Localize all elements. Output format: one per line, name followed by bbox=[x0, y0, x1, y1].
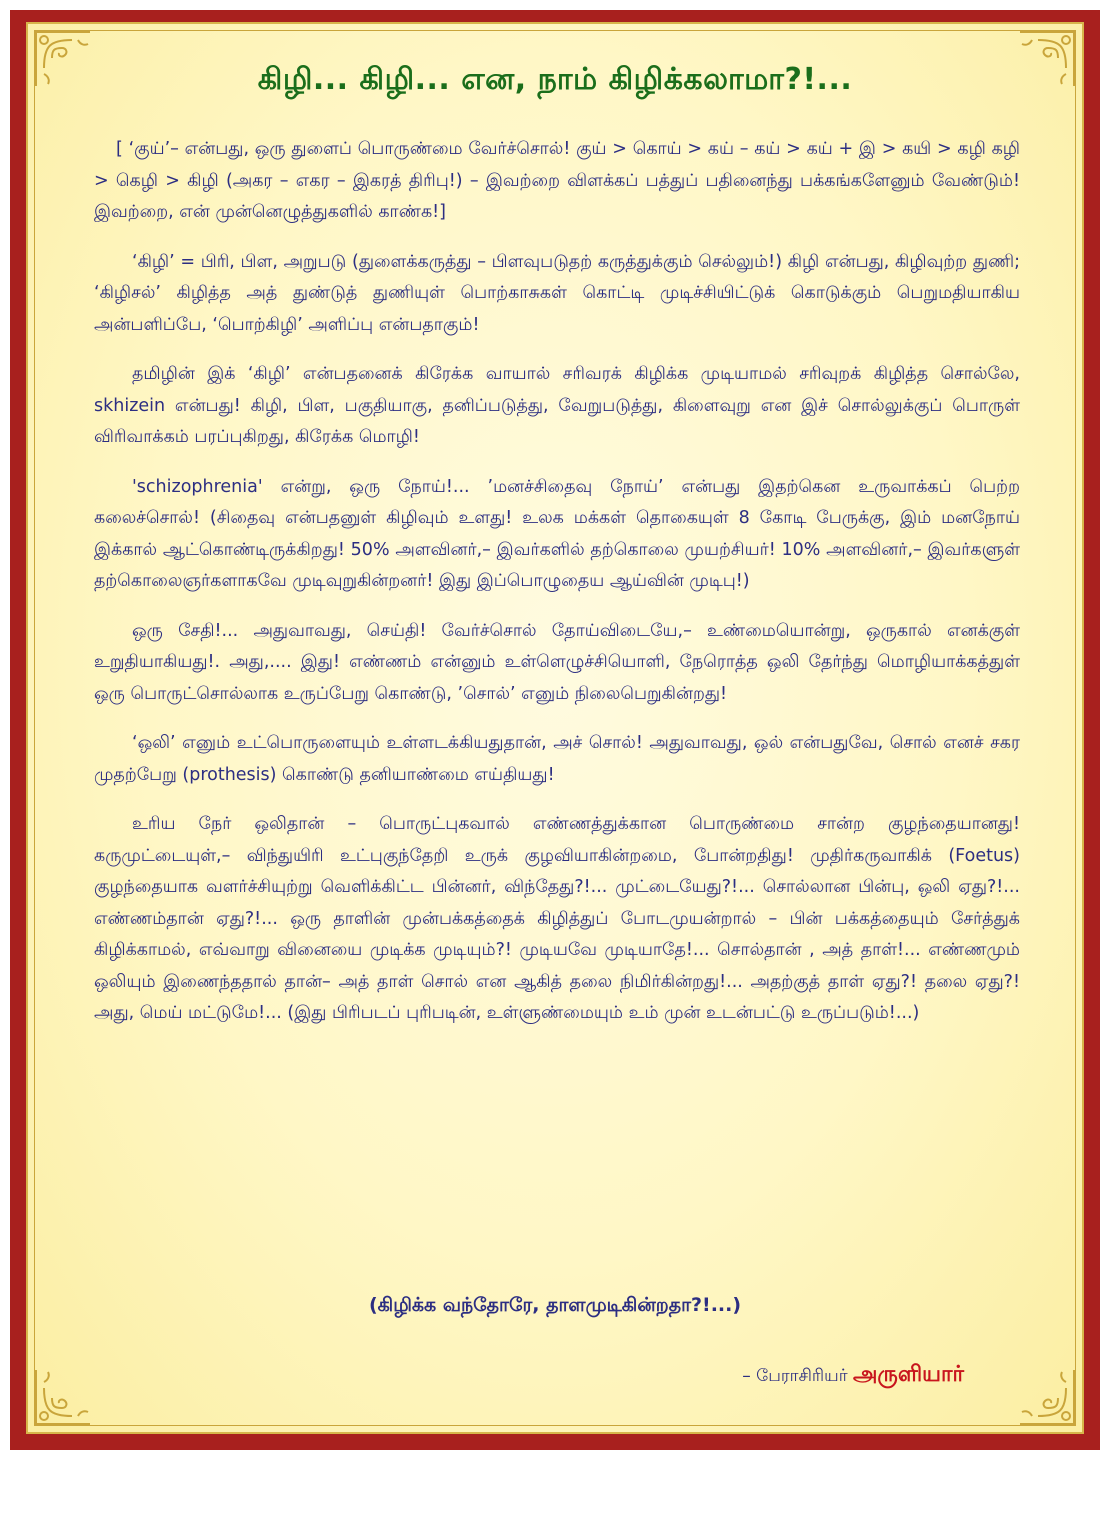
page-frame bbox=[10, 10, 1100, 1450]
paragraph: 'schizophrenia' என்று, ஒரு நோய்!... ’மனச்சிதைவு நோய்’ என்பது இதற்கென உருவாக்கப் பெற்ற கலைச்சொல்! (சிதைவு என்பதனுள் கிழிவும் உளது! உலக மக்கள் தொகையுள் 8 கோடி பேருக்கு, இம் மனநோய் இக்கால் ஆட்கொண்டிருக்கிறது! 50% அளவினர்,– இவர்களில் தற்கொலை முயற்சியர்! 10% அளவினர்,– இவர்களுள் தற்கொலைஞர்களாகவே முடிவுறுகின்றனர்! இது இப்பொழுதைய ஆய்வின் முடிபு!) bbox=[94, 476, 1020, 591]
paragraph: [ ‘குய்’– என்பது, ஒரு துளைப் பொருண்மை வேர்ச்சொல்! குய் > கொய் > கய் – கய் > கய் + இ > கயி > கழி கழி > கெழி > கிழி (அகர – எகர – இகரத் திரிபு!) – இவற்றை விளக்கப் பத்துப் பதினைந்து பக்கங்களேனும் வேண்டும்! இவற்றை, என் முன்னெழுத்துகளில் காண்க!] bbox=[94, 139, 1020, 222]
page-title: கிழி... கிழி... என, நாம் கிழிக்கலாமா?!... bbox=[257, 62, 853, 97]
corner-ornament-icon bbox=[32, 1366, 94, 1428]
content-panel bbox=[26, 22, 1084, 1434]
article-body bbox=[94, 134, 1020, 1048]
paragraph: தமிழின் இக் ‘கிழி’ என்பதனைக் கிரேக்க வாயால் சரிவரக் கிழிக்க முடியாமல் சரிவுறக் கிழித்த சொல்லே, skhizein என்பது! கிழி, பிள, பகுதியாகு, தனிப்படுத்து, வேறுபடுத்து, கிளைவுறு என இச் சொல்லுக்குப் பொருள் விரிவாக்கம் பரப்புகிறது, கிரேக்க மொழி! bbox=[94, 364, 1020, 447]
closing-line: (கிழிக்க வந்தோரே, தாளமுடிகின்றதா?!...) bbox=[368, 1294, 742, 1316]
paragraph: ‘கிழி’ = பிரி, பிள, அறுபடு (துளைக்கருத்து – பிளவுபடுதற் கருத்துக்கும் செல்லும்!) கிழி என்பது, கிழிவுற்ற துணி; ‘கிழிசல்’ கிழித்த அத் துண்டுத் துணியுள் பொற்காசுகள் கொட்டி முடிச்சியிட்டுக் கொடுக்கும் பெறுமதியாகிய அன்பளிப்பே, ‘பொற்கிழி’ அளிப்பு என்பதாகும்! bbox=[94, 251, 1020, 335]
paragraph: உரிய நேர் ஒலிதான் – பொருட்புகவால் எண்ணத்துக்கான பொருண்மை சான்ற குழந்தையானது! கருமுட்டையுள்,– விந்துயிரி உட்புகுந்தேறி உருக் குழவியாகின்றமை, போன்றதிது! முதிர்கருவாகிக் (Foetus) குழந்தையாக வளர்ச்சியுற்று வெளிக்கிட்ட பின்னர், விந்தேது?!... முட்டையேது?!... சொல்லான பின்பு, ஒலி ஏது?!... எண்ணம்தான் ஏது?!... ஒரு தாளின் முன்பக்கத்தைக் கிழித்துப் போடமுயன்றால் – பின் பக்கத்தையும் சேர்த்துக் கிழிக்காமல், எவ்வாறு வினையை முடிக்க முடியும்?! முடியவே முடியாதே!... சொல்தான் , அத் தாள்!... எண்ணமும் ஒலியும் இணைந்ததால் தான்– அத் தாள் சொல் என ஆகித் தலை நிமிர்கின்றது!... அதற்குத் தாள் ஏது?! தலை ஏது?! அது, மெய் மட்டுமே!... (இது பிரிபடப் புரிபடின், உள்ளுண்மையும் உம் முன் உடன்பட்டு உருப்படும்!...) bbox=[94, 814, 1020, 1023]
signature-name: அருளியார் bbox=[852, 1362, 964, 1387]
paragraph: ‘ஒலி’ எனும் உட்பொருளையும் உள்ளடக்கியதுதான், அச் சொல்! அதுவாவது, ஒல் என்பதுவே, சொல் எனச் சகர முதற்பேறு (prothesis) கொண்டு தனியாண்மை எய்தியது! bbox=[94, 733, 1020, 785]
corner-ornament-icon bbox=[1016, 1366, 1078, 1428]
signature-prefix: – பேராசிரியர் bbox=[742, 1366, 848, 1386]
paragraph: ஒரு சேதி!... அதுவாவது, செய்தி! வேர்ச்சொல் தோய்விடையே,– உண்மையொன்று, ஒருகால் எனக்குள் உறுதியாகியது!. அது,.... இது! எண்ணம் என்னும் உள்ளெழுச்சியொளி, நேரொத்த ஒலி தேர்ந்து மொழியாக்கத்துள் ஒரு பொருட்சொல்லாக உருப்பேறு கொண்டு, ’சொல்’ எனும் நிலைபெறுகின்றது! bbox=[94, 620, 1020, 704]
signature bbox=[742, 1362, 964, 1390]
